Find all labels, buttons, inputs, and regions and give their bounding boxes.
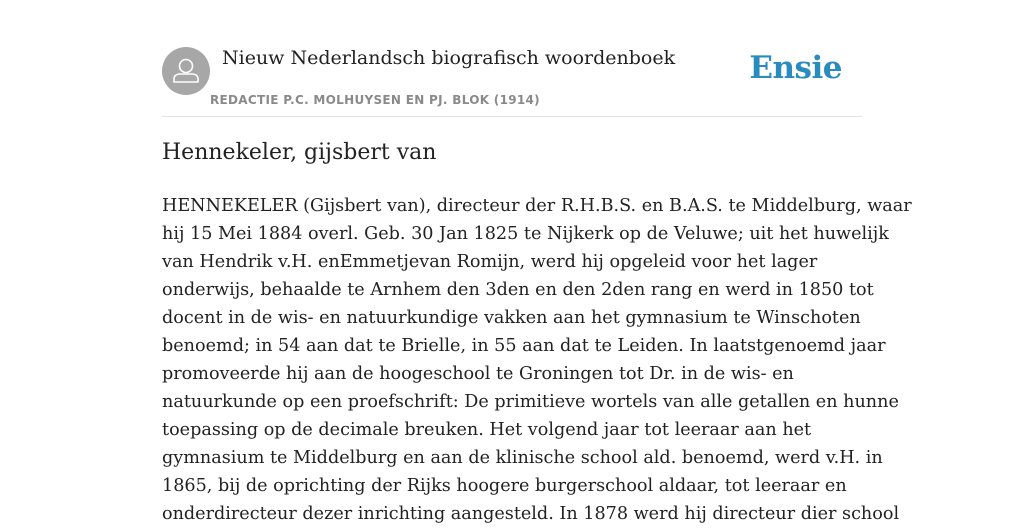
body-line: onderdirecteur dezer inrichting aangesteld. In 1878 werd hij directeur dier school <box>162 504 900 524</box>
book-title[interactable]: Nieuw Nederlandsch biografisch woordenboek <box>222 47 676 69</box>
ensie-logo[interactable]: Ensie <box>749 50 842 86</box>
header <box>162 46 862 117</box>
entry-body <box>162 192 912 528</box>
body-line: 1865, bij de oprichting der Rijks hoogere burgerschool aldaar, tot leeraar en <box>162 476 847 496</box>
body-line: benoemd; in 54 aan dat te Brielle, in 55 aan dat te Leiden. In laatstgenoemd jaar <box>162 336 886 356</box>
user-icon <box>162 47 210 95</box>
body-line: hij 15 Mei 1884 overl. Geb. 30 Jan 1825 te Nijkerk op de Veluwe; uit het huwelijk <box>162 224 889 244</box>
avatar <box>162 47 210 95</box>
body-line: docent in de wis- en natuurkundige vakken aan het gymnasium te Winschoten <box>162 308 861 328</box>
body-line: toepassing op de decimale breuken. Het volgend jaar tot leeraar aan het <box>162 420 812 440</box>
body-line: onderwijs, behaalde te Arnhem den 3den en den 2den rang en werd in 1850 tot <box>162 280 874 300</box>
body-line: HENNEKELER (Gijsbert van), directeur der R.H.B.S. en B.A.S. te Middelburg, waar <box>162 196 912 216</box>
editors-subtitle: REDACTIE P.C. MOLHUYSEN EN PJ. BLOK (1914) <box>210 93 540 107</box>
body-line: van Hendrik v.H. enEmmetjevan Romijn, werd hij opgeleid voor het lager <box>162 252 818 272</box>
body-line: natuurkunde op een proefschrift: De primitieve wortels van alle getallen en hunne <box>162 392 899 412</box>
entry-title: Hennekeler, gijsbert van <box>162 140 437 165</box>
body-line: promoveerde hij aan de hoogeschool te Groningen tot Dr. in de wis- en <box>162 364 794 384</box>
body-line: gymnasium te Middelburg en aan de klinische school ald. benoemd, werd v.H. in <box>162 448 883 468</box>
